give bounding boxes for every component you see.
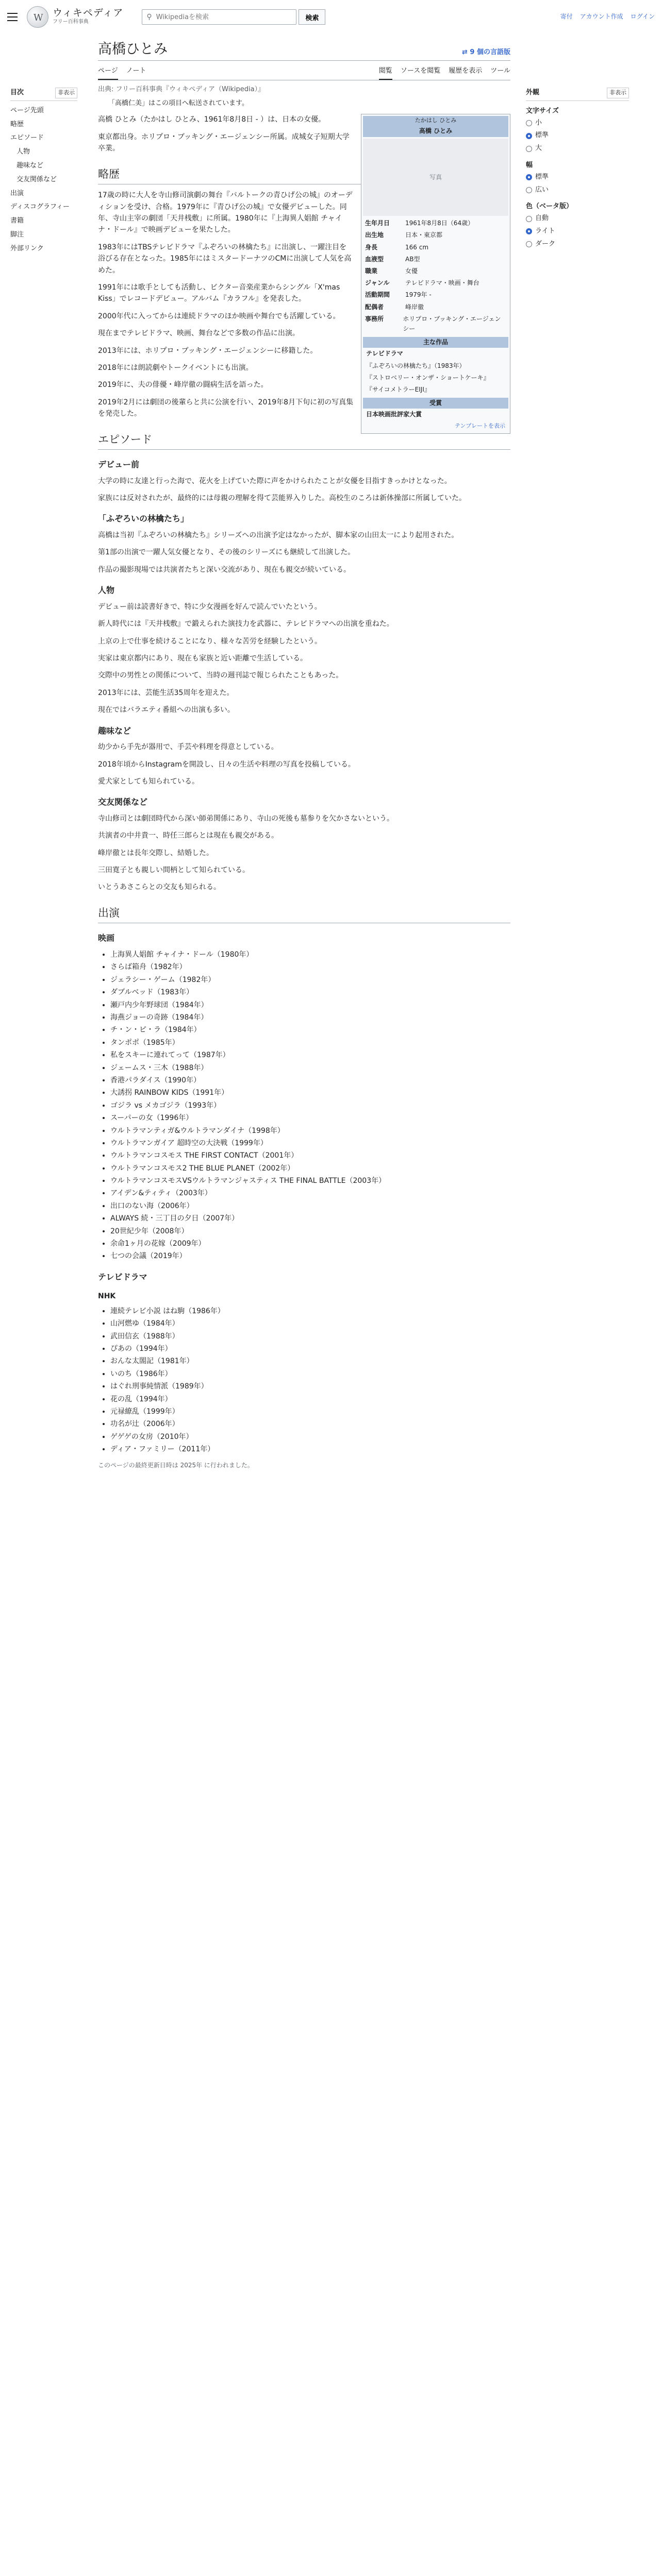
paragraph: 交際中の男性との関係について、当時の週刊誌で報じられたこともあった。 (98, 671, 343, 680)
person-body (98, 601, 510, 716)
toc-item[interactable]: ページ先頭 (10, 106, 44, 114)
infobox-row (363, 265, 508, 277)
paragraph: 第1部の出演で一躍人気女優となり、その後のシリーズにも継続して出演した。 (98, 548, 355, 557)
paragraph: 現在までテレビドラマ、映画、舞台などで多数の作品に出演。 (98, 329, 300, 338)
paragraph: 1991年には歌手としても活動し、ビクター音楽産業からシングル「X'mas Kiss」でレコードデビュー。アルバム『カラフル』を発表した。 (98, 283, 340, 303)
from-line: 出典: フリー百科事典『ウィキペディア（Wikipedia）』 (98, 85, 265, 93)
list-item[interactable]: • ぴあの（1994年） (110, 1343, 510, 1354)
infobox-key: 血液型 (365, 255, 384, 263)
list-item[interactable]: • 瀬戸内少年野球団（1984年） (110, 999, 510, 1011)
list-item[interactable]: • ディア・ファミリー（2011年） (110, 1444, 510, 1455)
width-options (526, 171, 629, 197)
section-heading-appearances: 出演 (98, 905, 510, 924)
infobox-row (363, 289, 508, 301)
radio-label: ライト (535, 227, 555, 235)
list-item[interactable]: • アイデン&ティティ（2003年） (110, 1188, 510, 1199)
radio-icon[interactable] (526, 120, 532, 126)
paragraph: 2000年代に入ってからは連続ドラマのほか映画や舞台でも活躍している。 (98, 312, 340, 320)
paragraph: 三田寛子とも親しい間柄として知られている。 (98, 866, 250, 875)
radio-icon[interactable] (526, 241, 532, 247)
tab-item[interactable]: ツール (490, 67, 510, 75)
site-header (0, 0, 662, 34)
list-item[interactable]: • 七つの会議（2019年） (110, 1250, 510, 1262)
paragraph: 2013年には、芸能生活35周年を迎えた。 (98, 688, 234, 697)
list-item[interactable]: • 大誘拐 RAINBOW KIDS（1991年） (110, 1087, 510, 1098)
radio-option[interactable] (526, 129, 629, 142)
list-item[interactable]: • ジェームス・三木（1988年） (110, 1062, 510, 1074)
infobox-value: 日本・東京都 (405, 231, 443, 239)
radio-label: 小 (535, 118, 542, 127)
infobox-key: 職業 (365, 267, 378, 275)
list-item[interactable]: • さらば箱舟（1982年） (110, 961, 510, 973)
user-link[interactable]: 寄付 (560, 13, 573, 21)
debut-body (98, 476, 510, 504)
intro-paragraph-1: 高橋 ひとみ（たかはし ひとみ、1961年8月8日 - ）は、日本の女優。 (98, 115, 326, 124)
list-item[interactable]: • 武田信玄（1988年） (110, 1331, 510, 1342)
list-item[interactable]: • ウルトラマンガイア 超時空の大決戦（1999年） (110, 1138, 510, 1149)
infobox-rows (363, 217, 508, 335)
list-item[interactable]: • 海燕ジョーの奇跡（1984年） (110, 1012, 510, 1023)
friends-body (98, 813, 510, 893)
awards-value[interactable]: 日本映画批評家大賞 (366, 411, 422, 418)
namespace-tabs (98, 64, 146, 80)
list-item[interactable]: • 出口のない海（2006年） (110, 1200, 510, 1212)
search-box (142, 9, 296, 25)
list-item[interactable]: • おんな太閤記（1981年） (110, 1355, 510, 1367)
paragraph: 2019年2月には劇団の後輩らと共に公演を行い、2019年8月下旬に初の写真集を発売した。 (98, 398, 354, 418)
infobox-row (363, 313, 508, 335)
list-item[interactable]: • はぐれ刑事純情派（1989年） (110, 1381, 510, 1392)
list-item[interactable]: • ウルトラマンコスモスVSウルトラマンジャスティス THE FINAL BATTLE（2003年） (110, 1175, 510, 1187)
infobox-value: AB型 (405, 255, 420, 263)
infobox-value: ホリプロ・ブッキング・エージェンシー (403, 315, 501, 332)
paragraph: デビュー前は読書好きで、特に少女漫画を好んで読んでいたという。 (98, 602, 322, 611)
list-item[interactable]: • ゲゲゲの女房（2010年） (110, 1431, 510, 1443)
list-item[interactable]: • 私をスキーに連れてって（1987年） (110, 1049, 510, 1061)
hobby-body (98, 741, 510, 787)
radio-label: 自動 (535, 214, 549, 223)
translate-icon: ⇄ (462, 48, 470, 57)
radio-option[interactable] (526, 142, 629, 155)
subheading-fuzoroi: 「ふぞろいの林檎たち」 (98, 514, 189, 524)
subheading-friends: 交友関係など (98, 797, 148, 807)
tab-item[interactable]: ページ (98, 64, 118, 80)
infobox-work[interactable]: 『ストロベリー・オンザ・ショートケーキ』 (366, 374, 490, 381)
paragraph: 作品の撮影現場では共演者たちと深い交流があり、現在も親交が続いている。 (98, 565, 351, 574)
infobox-key: ジャンル (365, 279, 390, 287)
template-link[interactable]: テンプレートを表示 (454, 422, 505, 430)
list-item[interactable]: • ゴジラ vs メカゴジラ（1993年） (110, 1100, 510, 1111)
infobox-row (363, 277, 508, 289)
paragraph: 2019年に、夫の俳優・峰岸徹の闘病生活を語った。 (98, 381, 268, 389)
infobox-row (363, 253, 508, 265)
infobox-awards-heading: 受賞 (363, 398, 508, 409)
infobox-key: 身長 (365, 243, 378, 251)
toc-sidebar (10, 88, 77, 256)
appearance-hide-button[interactable]: 非表示 (607, 88, 629, 98)
infobox-row (363, 217, 508, 229)
tagline: フリー百科事典 (53, 19, 89, 25)
paragraph: いとうあさこらとの交友も知られる。 (98, 883, 221, 892)
tab-item[interactable]: ソースを閲覧 (400, 67, 441, 75)
page-tabs (98, 64, 510, 80)
infobox-row (363, 229, 508, 241)
infobox-value: テレビドラマ・映画・舞台 (405, 279, 479, 287)
fuzoroi-body (98, 530, 510, 575)
search-input[interactable] (155, 13, 292, 22)
search-button[interactable]: 検索 (299, 9, 325, 25)
section-heading-episodes: エピソード (98, 431, 510, 450)
width-label: 幅 (526, 161, 533, 169)
list-item[interactable]: • 山河燃ゆ（1984年） (110, 1318, 510, 1329)
list-item[interactable]: • ダブルベッド（1983年） (110, 987, 510, 998)
toc-heading: 目次 (10, 89, 24, 96)
main-menu-icon[interactable] (7, 13, 18, 21)
radio-label: ダーク (535, 240, 556, 248)
appearance-heading: 外観 (526, 89, 540, 96)
paragraph: 1983年にはTBSテレビドラマ『ふぞろいの林檎たち』に出演し、一躍注目を浴びる存在となった。1985年にはミスタードーナツのCMに出演して人気を高めた。 (98, 243, 352, 275)
paragraph: 家族には反対されたが、最終的には母親の理解を得て芸能界入りした。高校生のころは新体操部に所属していた。 (98, 494, 466, 503)
list-item[interactable]: • ウルトラマンティガ&ウルトラマンダイナ（1998年） (110, 1125, 510, 1137)
infobox-awards (363, 409, 508, 420)
infobox-works-sub: テレビドラマ (366, 350, 403, 358)
radio-label: 広い (535, 185, 549, 194)
paragraph: 2018年には朗読劇やトークイベントにも出演。 (98, 363, 253, 372)
paragraph: 2018年頃からInstagramを開設し、日々の生活や料理の写真を投稿している。 (98, 760, 355, 769)
paragraph: 新人時代には『天井桟敷』で鍛えられた演技力を武器に、テレビドラマへの出演を重ねた。 (98, 620, 394, 629)
intro-paragraph-2: 東京都出身。ホリプロ・ブッキング・エージェンシー所属。成城女子短期大学卒業。 (98, 132, 350, 153)
list-item[interactable]: • 20世紀少年（2008年） (110, 1226, 510, 1237)
list-item[interactable]: • 余命1ヶ月の花嫁（2009年） (110, 1238, 510, 1249)
subheading-debut: デビュー前 (98, 460, 140, 470)
section-heading-ryakureki: 略歴 (98, 166, 510, 185)
infobox-photo[interactable] (363, 139, 508, 216)
color-label: 色（ベータ版） (526, 202, 573, 211)
infobox-key: 活動期間 (365, 291, 390, 299)
search-icon: ⚲ (146, 12, 152, 21)
list-item[interactable]: • ALWAYS 続・三丁目の夕日（2007年） (110, 1213, 510, 1224)
infobox-key: 配偶者 (365, 303, 384, 311)
list-item[interactable]: • いのち（1986年） (110, 1368, 510, 1380)
infobox-value: 峰岸徹 (405, 303, 424, 311)
toc-list (10, 104, 77, 256)
list-item[interactable]: • 連続テレビ小説 はね駒（1986年） (110, 1306, 510, 1317)
list-item[interactable]: • 功名が辻（2006年） (110, 1418, 510, 1430)
user-link[interactable]: アカウント作成 (580, 13, 623, 21)
list-item[interactable]: • 花の乱（1994年） (110, 1394, 510, 1405)
film-list (98, 949, 510, 1262)
infobox-key: 出生地 (365, 231, 384, 239)
list-item[interactable]: • 元禄繚乱（1999年） (110, 1406, 510, 1417)
radio-label: 標準 (535, 131, 549, 140)
radio-option[interactable] (526, 238, 629, 251)
paragraph: 幼少から手先が器用で、手芸や料理を得意としている。 (98, 743, 278, 752)
nhk-list (98, 1306, 510, 1455)
language-button[interactable] (462, 47, 510, 58)
list-item[interactable]: • タンポポ（1985年） (110, 1037, 510, 1048)
list-item[interactable]: • ウルトラマンコスモス2 THE BLUE PLANET（2002年） (110, 1163, 510, 1174)
redirect-note: 「高橋仁美」はこの項目へ転送されています。 (108, 99, 249, 107)
paragraph: 上京の上で仕事を続けることになり、様々な苦労を経験したという。 (98, 637, 322, 646)
toc-hide-button[interactable]: 非表示 (55, 88, 77, 98)
toc-item[interactable]: 外部リンク (10, 244, 44, 252)
list-item[interactable]: • スーパーの女（1996年） (110, 1112, 510, 1124)
appearance-panel (526, 88, 629, 251)
infobox-work[interactable]: 『サイコメトラーEIJI』 (366, 385, 431, 393)
infobox-key: 生年月日 (365, 219, 390, 227)
paragraph: 現在ではバラエティ番組への出演も多い。 (98, 706, 235, 715)
toc-item[interactable]: 人物 (16, 148, 30, 156)
footer-note: このページの最終更新日時は 2025年 に行われました。 (98, 1461, 254, 1469)
radio-icon[interactable] (526, 133, 532, 139)
subheading-film: 映画 (98, 933, 115, 943)
infobox-work[interactable]: 『ふぞろいの林檎たち』（1983年） (366, 362, 466, 369)
toc-item[interactable]: 趣味など (16, 161, 44, 170)
infobox-key: 事務所 (365, 315, 384, 323)
paragraph: 共演者の中井貴一、時任三郎らとは現在も親交がある。 (98, 832, 278, 840)
tab-item[interactable]: 履歴を表示 (449, 67, 483, 75)
main-content (98, 40, 510, 1470)
radio-label: 標準 (535, 173, 549, 181)
search-form (142, 9, 325, 25)
wikipedia-logo[interactable] (27, 6, 123, 28)
infobox-value: 166 cm (405, 243, 429, 251)
radio-icon[interactable] (526, 187, 532, 193)
subheading-nhk: NHK (98, 1292, 116, 1301)
radio-option[interactable] (526, 184, 629, 197)
paragraph: 実家は東京都内にあり、現在も家族と近い距離で生活している。 (98, 654, 307, 663)
toc-header (10, 88, 77, 101)
radio-option[interactable] (526, 117, 629, 130)
toc-item[interactable]: ディスコグラフィー (10, 203, 70, 211)
list-item[interactable]: • チ・ン・ピ・ラ（1984年） (110, 1024, 510, 1036)
paragraph: 17歳の時に大人を寺山修司演劇の舞台『バルトークの青ひげ公の城』のオーディションを受け、合格。1979年に『青ひげ公の城』で女優デビューした。同年、寺山主宰の劇団「天井桟敷」に所属。1980年に『上海異人娼館 チャイナ・ドール』で映画デビューを果たした。 (98, 191, 353, 234)
infobox-works-heading: 主な作品 (363, 337, 508, 348)
list-item[interactable]: • ウルトラマンコスモス THE FIRST CONTACT（2001年） (110, 1150, 510, 1161)
radio-option[interactable] (526, 225, 629, 238)
list-item[interactable]: • 上海異人娼館 チャイナ・ドール（1980年） (110, 949, 510, 960)
paragraph: 高橋は当初『ふぞろいの林檎たち』シリーズへの出演予定はなかったが、脚本家の山田太一により起用された。 (98, 531, 459, 540)
subheading-hobby: 趣味など (98, 725, 131, 736)
infobox-works (363, 360, 508, 396)
tab-item[interactable]: ノート (126, 67, 146, 75)
photo-icon: 写真 (429, 173, 442, 181)
radio-icon[interactable] (526, 174, 532, 180)
toc-item[interactable]: 略歴 (10, 120, 24, 128)
list-item[interactable]: • 香港パラダイス（1990年） (110, 1075, 510, 1086)
language-button-label: 9 個の言語版 (470, 48, 510, 57)
infobox-kana: たかはし ひとみ (363, 116, 508, 125)
infobox-value: 女優 (405, 267, 418, 275)
tab-item[interactable]: 閲覧 (379, 64, 392, 80)
title-row (98, 40, 510, 61)
view-tabs (379, 64, 510, 80)
toc-item[interactable]: エピソード (10, 134, 44, 142)
text-size-label: 文字サイズ (526, 107, 559, 115)
toc-item[interactable]: 書籍 (10, 217, 24, 225)
paragraph: 寺山修司とは劇団時代から深い師弟関係にあり、寺山の死後も墓参りを欠かさないという。 (98, 814, 394, 823)
radio-icon[interactable] (526, 228, 532, 234)
user-links (560, 12, 655, 22)
page-title: 高橋ひとみ (98, 41, 168, 57)
user-link[interactable]: ログイン (630, 13, 655, 21)
paragraph: 峰岸徹とは長年交際し、結婚した。 (98, 849, 213, 857)
color-options (526, 212, 629, 250)
subheading-person: 人物 (98, 585, 115, 596)
paragraph: 2013年には、ホリプロ・ブッキング・エージェンシーに移籍した。 (98, 346, 318, 355)
infobox-value: 1979年 - (405, 291, 432, 299)
infobox-footer (363, 420, 508, 432)
paragraph: 愛犬家としても知られている。 (98, 777, 199, 786)
text-size-options (526, 117, 629, 155)
infobox-row (363, 242, 508, 253)
infobox (361, 114, 510, 434)
appearance-header (526, 88, 629, 101)
subheading-tv: テレビドラマ (98, 1272, 147, 1282)
list-item[interactable]: • ジェラシー・ゲーム（1982年） (110, 974, 510, 986)
radio-label: 大 (535, 144, 542, 152)
infobox-row (363, 301, 508, 313)
infobox-value: 1961年8月8日（64歳） (405, 219, 474, 227)
globe-icon (27, 6, 48, 28)
wordmark: ウィキペディア (53, 7, 124, 19)
radio-icon[interactable] (526, 146, 532, 152)
toc-item[interactable]: 交友関係など (16, 175, 57, 183)
radio-option[interactable] (526, 212, 629, 225)
toc-item[interactable]: 出演 (10, 189, 24, 197)
radio-icon[interactable] (526, 216, 532, 222)
radio-option[interactable] (526, 171, 629, 184)
paragraph: 大学の時に友達と行った海で、花火を上げていた際に声をかけられたことが女優を目指すきっかけとなった。 (98, 477, 452, 485)
infobox-name: 高橋 ひとみ (363, 125, 508, 137)
toc-item[interactable]: 脚注 (10, 230, 24, 239)
